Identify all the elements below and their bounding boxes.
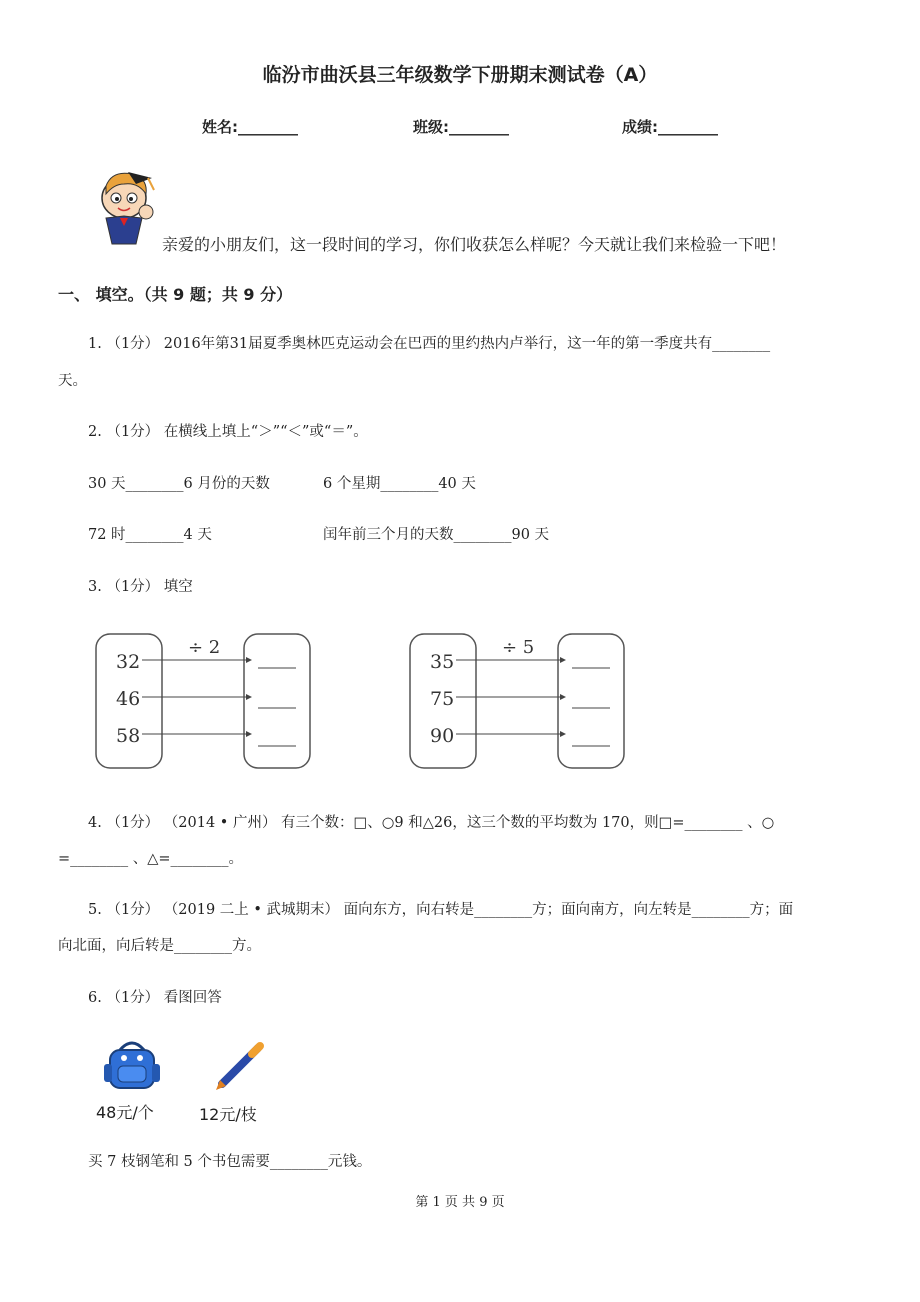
- q3-prompt: 3. （1分） 填空: [88, 579, 193, 595]
- q2-prompt: 2. （1分） 在横线上填上“＞”“＜”或“＝”。: [88, 424, 368, 440]
- q3-diagram-left: [92, 628, 317, 773]
- q6-question: 买 7 枝钢笔和 5 个书包需要________元钱。: [88, 1154, 372, 1170]
- class-field[interactable]: 班级:________: [413, 118, 509, 136]
- q3-right-num-1: 35: [430, 651, 455, 673]
- page-footer: 第 1 页 共 9 页: [415, 1195, 505, 1210]
- q3-right-operator: ÷ 5: [502, 637, 535, 658]
- page-title: 临汾市曲沃县三年级数学下册期末测试卷（A）: [262, 64, 658, 86]
- q5-line2: 向北面，向后转是________方。: [58, 938, 261, 954]
- q3-left-num-3: 58: [116, 725, 141, 747]
- q3-left-operator: ÷ 2: [188, 637, 221, 658]
- q1-line2: 天。: [58, 373, 87, 389]
- greeting-text: 亲爱的小朋友们，这一段时间的学习，你们收获怎么样呢？今天就让我们来检验一下吧！: [162, 235, 787, 254]
- q2-item-b: 6 个星期________40 天: [323, 476, 476, 492]
- fountain-pen-icon: [212, 1040, 268, 1092]
- q1-line1: 1. （1分） 2016年第31届夏季奥林匹克运动会在巴西的里约热内卢举行，这一年的第一季度共有________: [88, 336, 771, 352]
- q3-left-num-2: 46: [116, 688, 141, 710]
- schoolbag-icon: [100, 1036, 164, 1092]
- q3-diagram-right: [406, 628, 631, 773]
- pen-price: 12元/枝: [199, 1105, 257, 1124]
- name-field[interactable]: 姓名:________: [202, 118, 298, 136]
- q3-right-num-3: 90: [430, 725, 455, 747]
- score-field[interactable]: 成绩:________: [622, 118, 718, 136]
- q6-prompt: 6. （1分） 看图回答: [88, 990, 222, 1006]
- q5-line1: 5. （1分） （2019 二上 • 武城期末） 面向东方，向右转是________方；面向南方，向左转是________方；面: [88, 902, 794, 918]
- section-heading: 一、 填空。（共 9 题；共 9 分）: [58, 285, 293, 304]
- q4-line1: 4. （1分） （2014 • 广州） 有三个数：□、○9 和△26，这三个数的平均数为 170，则□=________ 、○: [88, 815, 775, 831]
- q3-left-num-1: 32: [116, 651, 141, 673]
- q2-item-d: 闰年前三个月的天数________90 天: [323, 527, 550, 543]
- q2-item-a: 30 天________6 月份的天数: [88, 476, 270, 492]
- q3-right-num-2: 75: [430, 688, 455, 710]
- mascot-image: [92, 168, 166, 248]
- q4-line2: =________ 、△=________。: [58, 851, 244, 867]
- q2-item-c: 72 时________4 天: [88, 527, 212, 543]
- bag-price: 48元/个: [96, 1103, 154, 1122]
